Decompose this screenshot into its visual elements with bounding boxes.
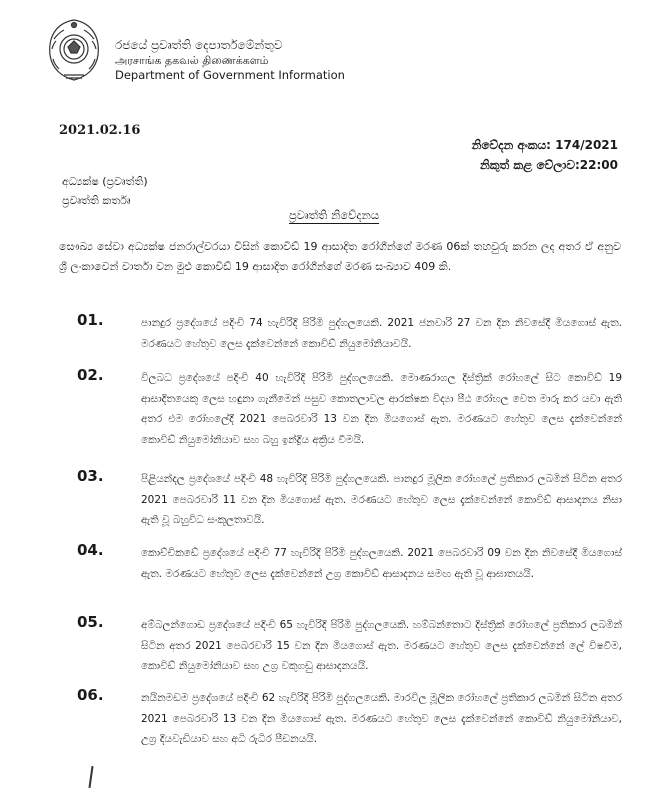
pen-mark <box>88 766 93 788</box>
item-number: 05. <box>77 613 104 631</box>
release-date: 2021.02.16 <box>59 123 141 138</box>
list-item <box>77 368 622 450</box>
department-header <box>115 38 345 83</box>
department-name-sinhala: රජයේ ප්‍රවෘත්ති දෙපාර්තමේන්තුව <box>115 38 283 52</box>
list-item <box>77 313 622 354</box>
department-name-tamil: அரசாங்க தகவல் திணைக்களம் <box>115 54 269 67</box>
item-text: පිළියන්දල ප්‍රදේශයේ පදිංචි 48 හැවිරිදි පිරිමි පුද්ගලයෙකි. පානදුර මූලික රෝහලේ ප්‍රතිකාර ලබමින් සිටින අතර 2021 පෙබරවාරි 11 වන දින මියගොස් ඇත. මරණයට හේතුව ලෙස දැක්වෙන්නේ කොවිඩ් ආසාදනය නිසා ඇති වූ බහුවිධ සංකූලතාවයි. <box>141 473 622 526</box>
item-number: 03. <box>77 467 104 485</box>
item-text: අම්බලන්ගොඩ ප්‍රදේශයේ පදිංචි 65 හැවිරිදි පිරිමි පුද්ගලයෙකි. හම්බන්තොට දිස්ත්‍රික් රෝහලේ ප්‍රතිකාර ලබමින් සිටින අතර 2021 පෙබරවාරි 15 වන දින මියගොස් ඇත. මරණයට හේතුව ලෙස දැක්වෙන්නේ ලේ විෂවීම, කොවිඩ් නියුමෝනියාව සහ උග්‍ර වකුගඩු ආසාදනයයි. <box>141 619 622 672</box>
item-number: 06. <box>77 686 104 704</box>
list-item <box>77 543 622 584</box>
sri-lanka-emblem-icon <box>44 17 104 83</box>
list-item <box>77 688 622 750</box>
release-number: නිවේදන අංකය: 174/2021 <box>471 138 618 152</box>
document-title <box>0 208 668 223</box>
item-text: පානදුර ප්‍රදේශයේ පදිංචි 74 හැවිරිදි පිරිමි පුද්ගලයෙකි. 2021 ජනවාරි 27 වන දින නිවසේදී මියගොස් ඇත. මරණයට හේතුව ලෙස දැක්වෙන්නේ කොවිඩ් නියුමෝනියාවයි. <box>141 317 622 350</box>
list-item <box>77 615 622 677</box>
addressee <box>62 172 148 210</box>
addressee-line-2: ප්‍රවෘත්ති කර්තෘ <box>62 194 131 207</box>
department-name-english: Department of Government Information <box>115 68 345 82</box>
item-text: නයිනමඩම ප්‍රදේශයේ පදිංචි 62 හැවිරිදි පිරිමි පුද්ගලයෙකි. මාරවිල මූලික රෝහලේ ප්‍රතිකාර ලබමින් සිටින අතර 2021 පෙබරවාරි 13 වන දින මියගොස් ඇත. මරණයට හේතුව ලෙස දැක්වෙන්නේ කොවිඩ් නියුමෝනියාව, උග්‍ර දියවැඩියාව සහ අධි රුධිර පීඩනයයි. <box>141 692 622 745</box>
item-number: 04. <box>77 541 104 559</box>
item-number: 01. <box>77 311 104 329</box>
addressee-line-1: අධ්‍යක්ෂ (ප්‍රවෘත්ති) <box>62 175 148 188</box>
list-item <box>77 469 622 531</box>
item-text: කොච්චිකඩේ ප්‍රදේශයේ පදිංචි 77 හැවිරිදි පිරිමි පුද්ගලයෙකි. 2021 පෙබරවාරි 09 වන දින නිවසේදී මියගොස් ඇත. මරණයට හේතුව ලෙස දැක්වෙන්නේ උග්‍ර කොවිඩ් ආසාදනය සමඟ ඇති වූ ආඝාතයයි. <box>141 547 622 580</box>
item-number: 02. <box>77 366 104 384</box>
release-reference <box>472 135 618 175</box>
item-text: විලබධ ප්‍රදේශයේ පදිංචි 40 හැවිරිදි පිරිමි පුද්ගලයෙකි. මොණරාගල දිස්ත්‍රික් රෝහලේ සිට කොවිඩ් 19 ආසාදිතයෙකු ලෙස හඳුනා ගැනීමෙන් පසුව කොතලාවල ආරක්ෂක විද්‍යා පීඨ රෝහල වෙත මාරු කර යවා ඇති අතර එම රෝහලේදී 2021 පෙබරවාරි 13 වන දින මියගොස් ඇත. මරණයට හේතුව ලෙස දැක්වෙන්නේ කොවිඩ් නියුමෝනියාව සහ බහු ඉන්ද්‍රිය අක්‍රිය වීමයි. <box>141 372 622 446</box>
release-time: නිකුත් කළ වේලාව:22:00 <box>479 158 618 172</box>
document-title-text: ප්‍රවෘත්ති නිවේදනය <box>288 208 380 222</box>
intro-paragraph: සෞඛ්‍ය සේවා අධ්‍යක්ෂ ජනරාල්වරයා විසින් කොවිඩ් 19 ආසාදිත රෝගීන්ගේ මරණ 06ක් තහවුරු කරන ලද අතර ඒ අනුව ශ්‍රී ලංකාවෙන් වාර්තා වන මුළු කොවිඩ් 19 ආසාදිත රෝගීන්ගේ මරණ සංඛ්‍යාව 409 කි. <box>59 240 621 273</box>
